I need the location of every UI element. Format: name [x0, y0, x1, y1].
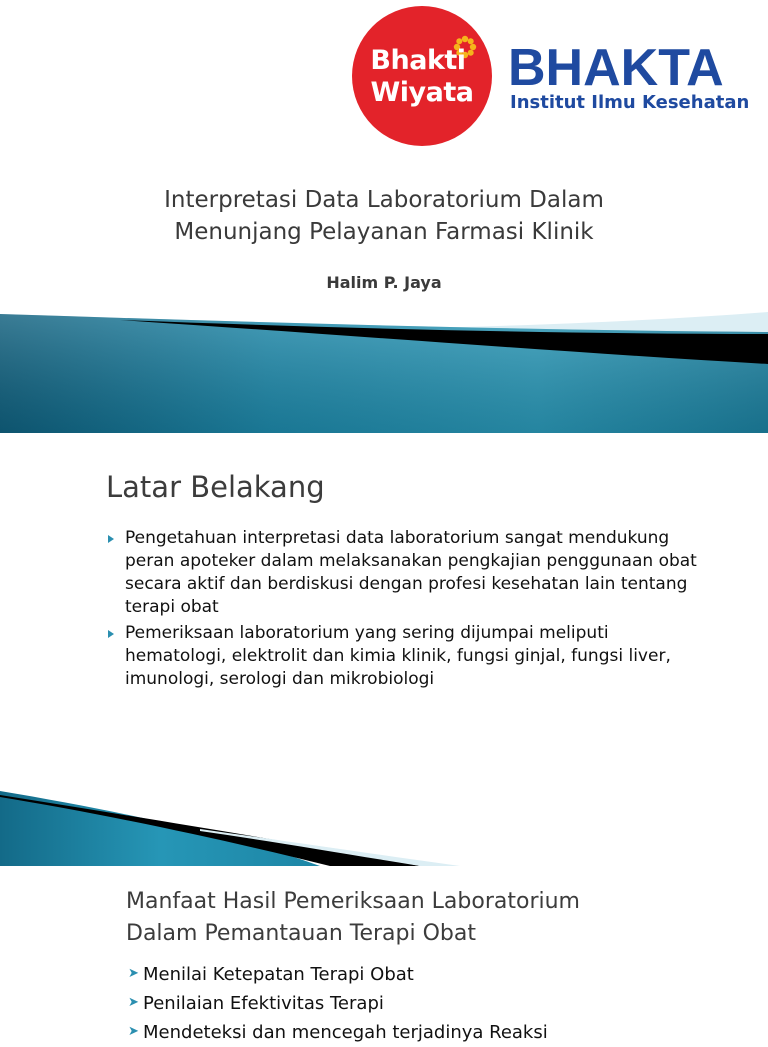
heading-line-1: Manfaat Hasil Pemeriksaan Laboratorium	[126, 889, 580, 914]
bullet-triangle-icon	[108, 630, 114, 638]
list-item	[108, 527, 708, 619]
decorative-wave-banner	[0, 300, 768, 433]
chevron-right-icon: ➤	[128, 1024, 139, 1039]
bhakta-logo-name: BHAKTA	[508, 39, 724, 97]
background-slide	[0, 433, 768, 866]
bullet-text: Pemeriksaan laboratorium yang sering dijumpai meliputi hematologi, elektrolit dan kimia klinik, fungsi ginjal, fungsi liver, imunologi, serologi dan mikrobiologi	[125, 623, 671, 689]
slide-heading: Latar Belakang	[106, 470, 325, 504]
bullet-triangle-icon	[108, 535, 114, 543]
title-line-2: Menunjang Pelayanan Farmasi Klinik	[174, 219, 594, 245]
chevron-right-icon: ➤	[128, 995, 139, 1010]
list-item	[128, 989, 748, 1018]
benefits-slide	[0, 866, 768, 1043]
decorative-wave-footer	[0, 791, 768, 866]
presentation-title	[60, 184, 708, 248]
chevron-right-icon: ➤	[128, 966, 139, 981]
logo-text-line2: Wiyata	[370, 77, 474, 108]
bhakta-logo-subtitle: Institut Ilmu Kesehatan	[510, 92, 750, 113]
bullet-list	[108, 527, 708, 694]
logo-text-line1: Bhakti	[370, 45, 466, 76]
bullet-list	[128, 960, 748, 1047]
bullet-text: Penilaian Efektivitas Terapi	[143, 993, 384, 1014]
bhakti-wiyata-logo	[352, 6, 492, 146]
bullet-text: Menilai Ketepatan Terapi Obat	[143, 964, 414, 985]
heading-line-2: Dalam Pemantauan Terapi Obat	[126, 921, 477, 946]
list-item	[128, 1018, 748, 1047]
author-name: Halim P. Jaya	[326, 273, 442, 292]
title-slide	[0, 0, 768, 433]
list-item	[108, 622, 708, 691]
slide-heading	[126, 886, 726, 950]
title-line-1: Interpretasi Data Laboratorium Dalam	[164, 187, 604, 213]
bullet-text: Pengetahuan interpretasi data laboratorium sangat mendukung peran apoteker dalam melaksanakan pengkajian penggunaan obat secara aktif dan berdiskusi dengan profesi kesehatan lain tentang terapi obat	[125, 528, 697, 617]
bullet-text: Mendeteksi dan mencegah terjadinya Reaksi	[143, 1022, 548, 1043]
list-item	[128, 960, 748, 989]
